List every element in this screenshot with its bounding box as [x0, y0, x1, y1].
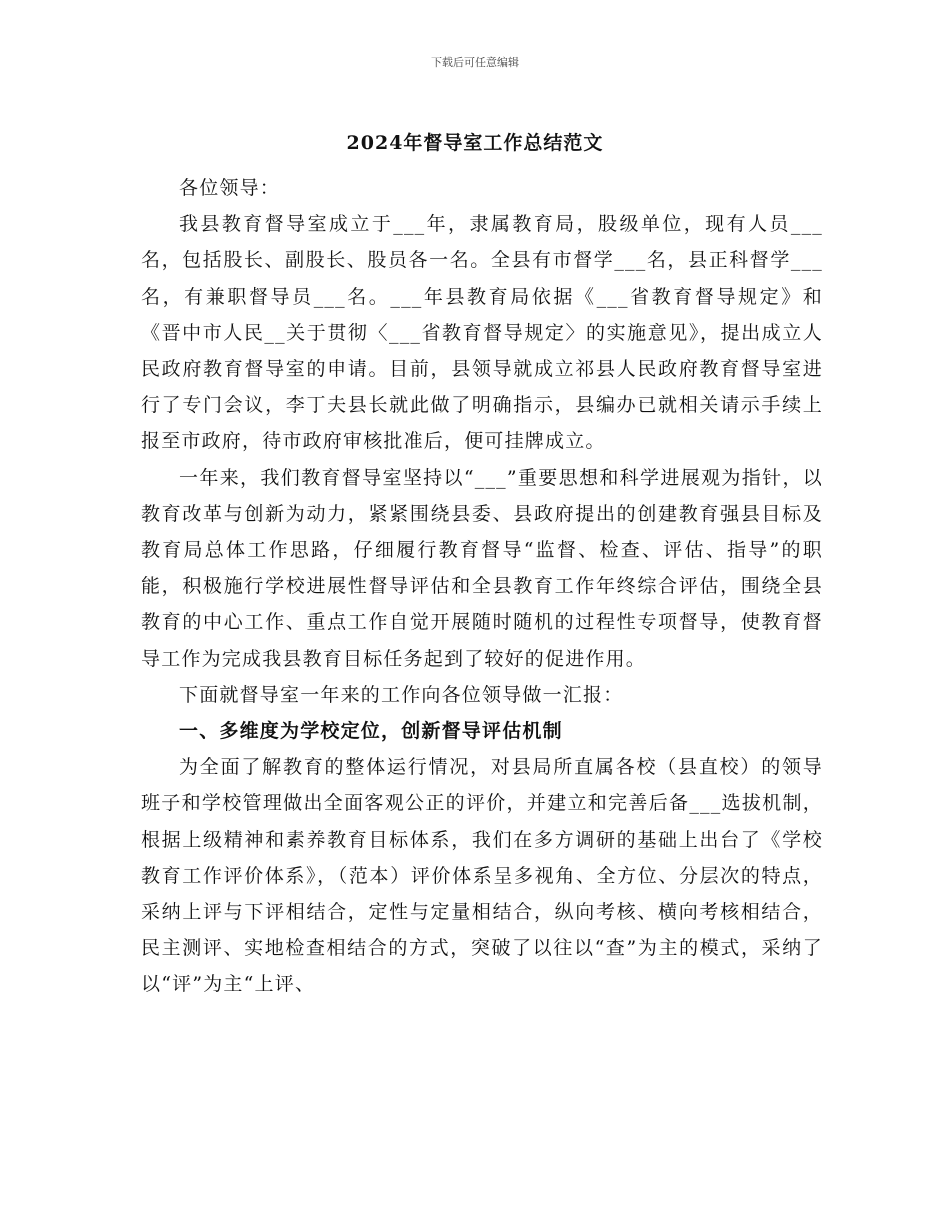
document-title: 2024年督导室工作总结范文 [346, 132, 604, 154]
paragraph-3: 下面就督导室一年来的工作向各位领导做一汇报： [179, 683, 624, 706]
greeting-paragraph: 各位领导： [179, 177, 281, 199]
page-header-note: 下载后可任意编辑 [431, 56, 519, 69]
document-body [141, 170, 823, 1003]
paragraph-2: 一年来，我们教育督导室坚持以“___”重要思想和科学进展观为指针，以教育改革与创新为动力，紧紧围绕县委、县政府提出的创建教育强县目标及教育局总体工作思路，仔细履行教育督导“监督、检查、评估、指导”的职能，积极施行学校进展性督导评估和全县教育工作年终综合评估，围绕全县教育的中心工作、重点工作自觉开展随时随机的过程性专项督导，使教育督导工作为完成我县教育目标任务起到了较好的促进作用。 [141, 466, 823, 670]
paragraph-4: 为全面了解教育的整体运行情况，对县局所直属各校（县直校）的领导班子和学校管理做出全面客观公正的评价，并建立和完善后备___选拔机制，根据上级精神和素养教育目标体系，我们在多方调研的基础上出台了《学校教育工作评价体系》，（范本）评价体系呈多视角、全方位、分层次的特点，采纳上评与下评相结合，定性与定量相结合，纵向考核、横向考核相结合，民主测评、实地检查相结合的方式，突破了以往以“查”为主的模式，采纳了以“评”为主“上评、 [141, 756, 823, 996]
paragraph-1: 我县教育督导室成立于___年，隶属教育局，股级单位，现有人员___名，包括股长、副股长、股员各一名。全县有市督学___名，县正科督学___名，有兼职督导员___名。___年县教育局依据《___省教育督导规定》和《晋中市人民__关于贯彻〈___省教育督导规定〉的实施意见》，提出成立人民政府教育督导室的申请。目前，县领导就成立祁县人民政府教育督导室进行了专门会议，李丁夫县长就此做了明确指示，县编办已就相关请示手续上报至市政府，待市政府审核批准后，便可挂牌成立。 [141, 213, 823, 453]
section-heading-1: 一、多维度为学校定位，创新督导评估机制 [179, 720, 563, 743]
